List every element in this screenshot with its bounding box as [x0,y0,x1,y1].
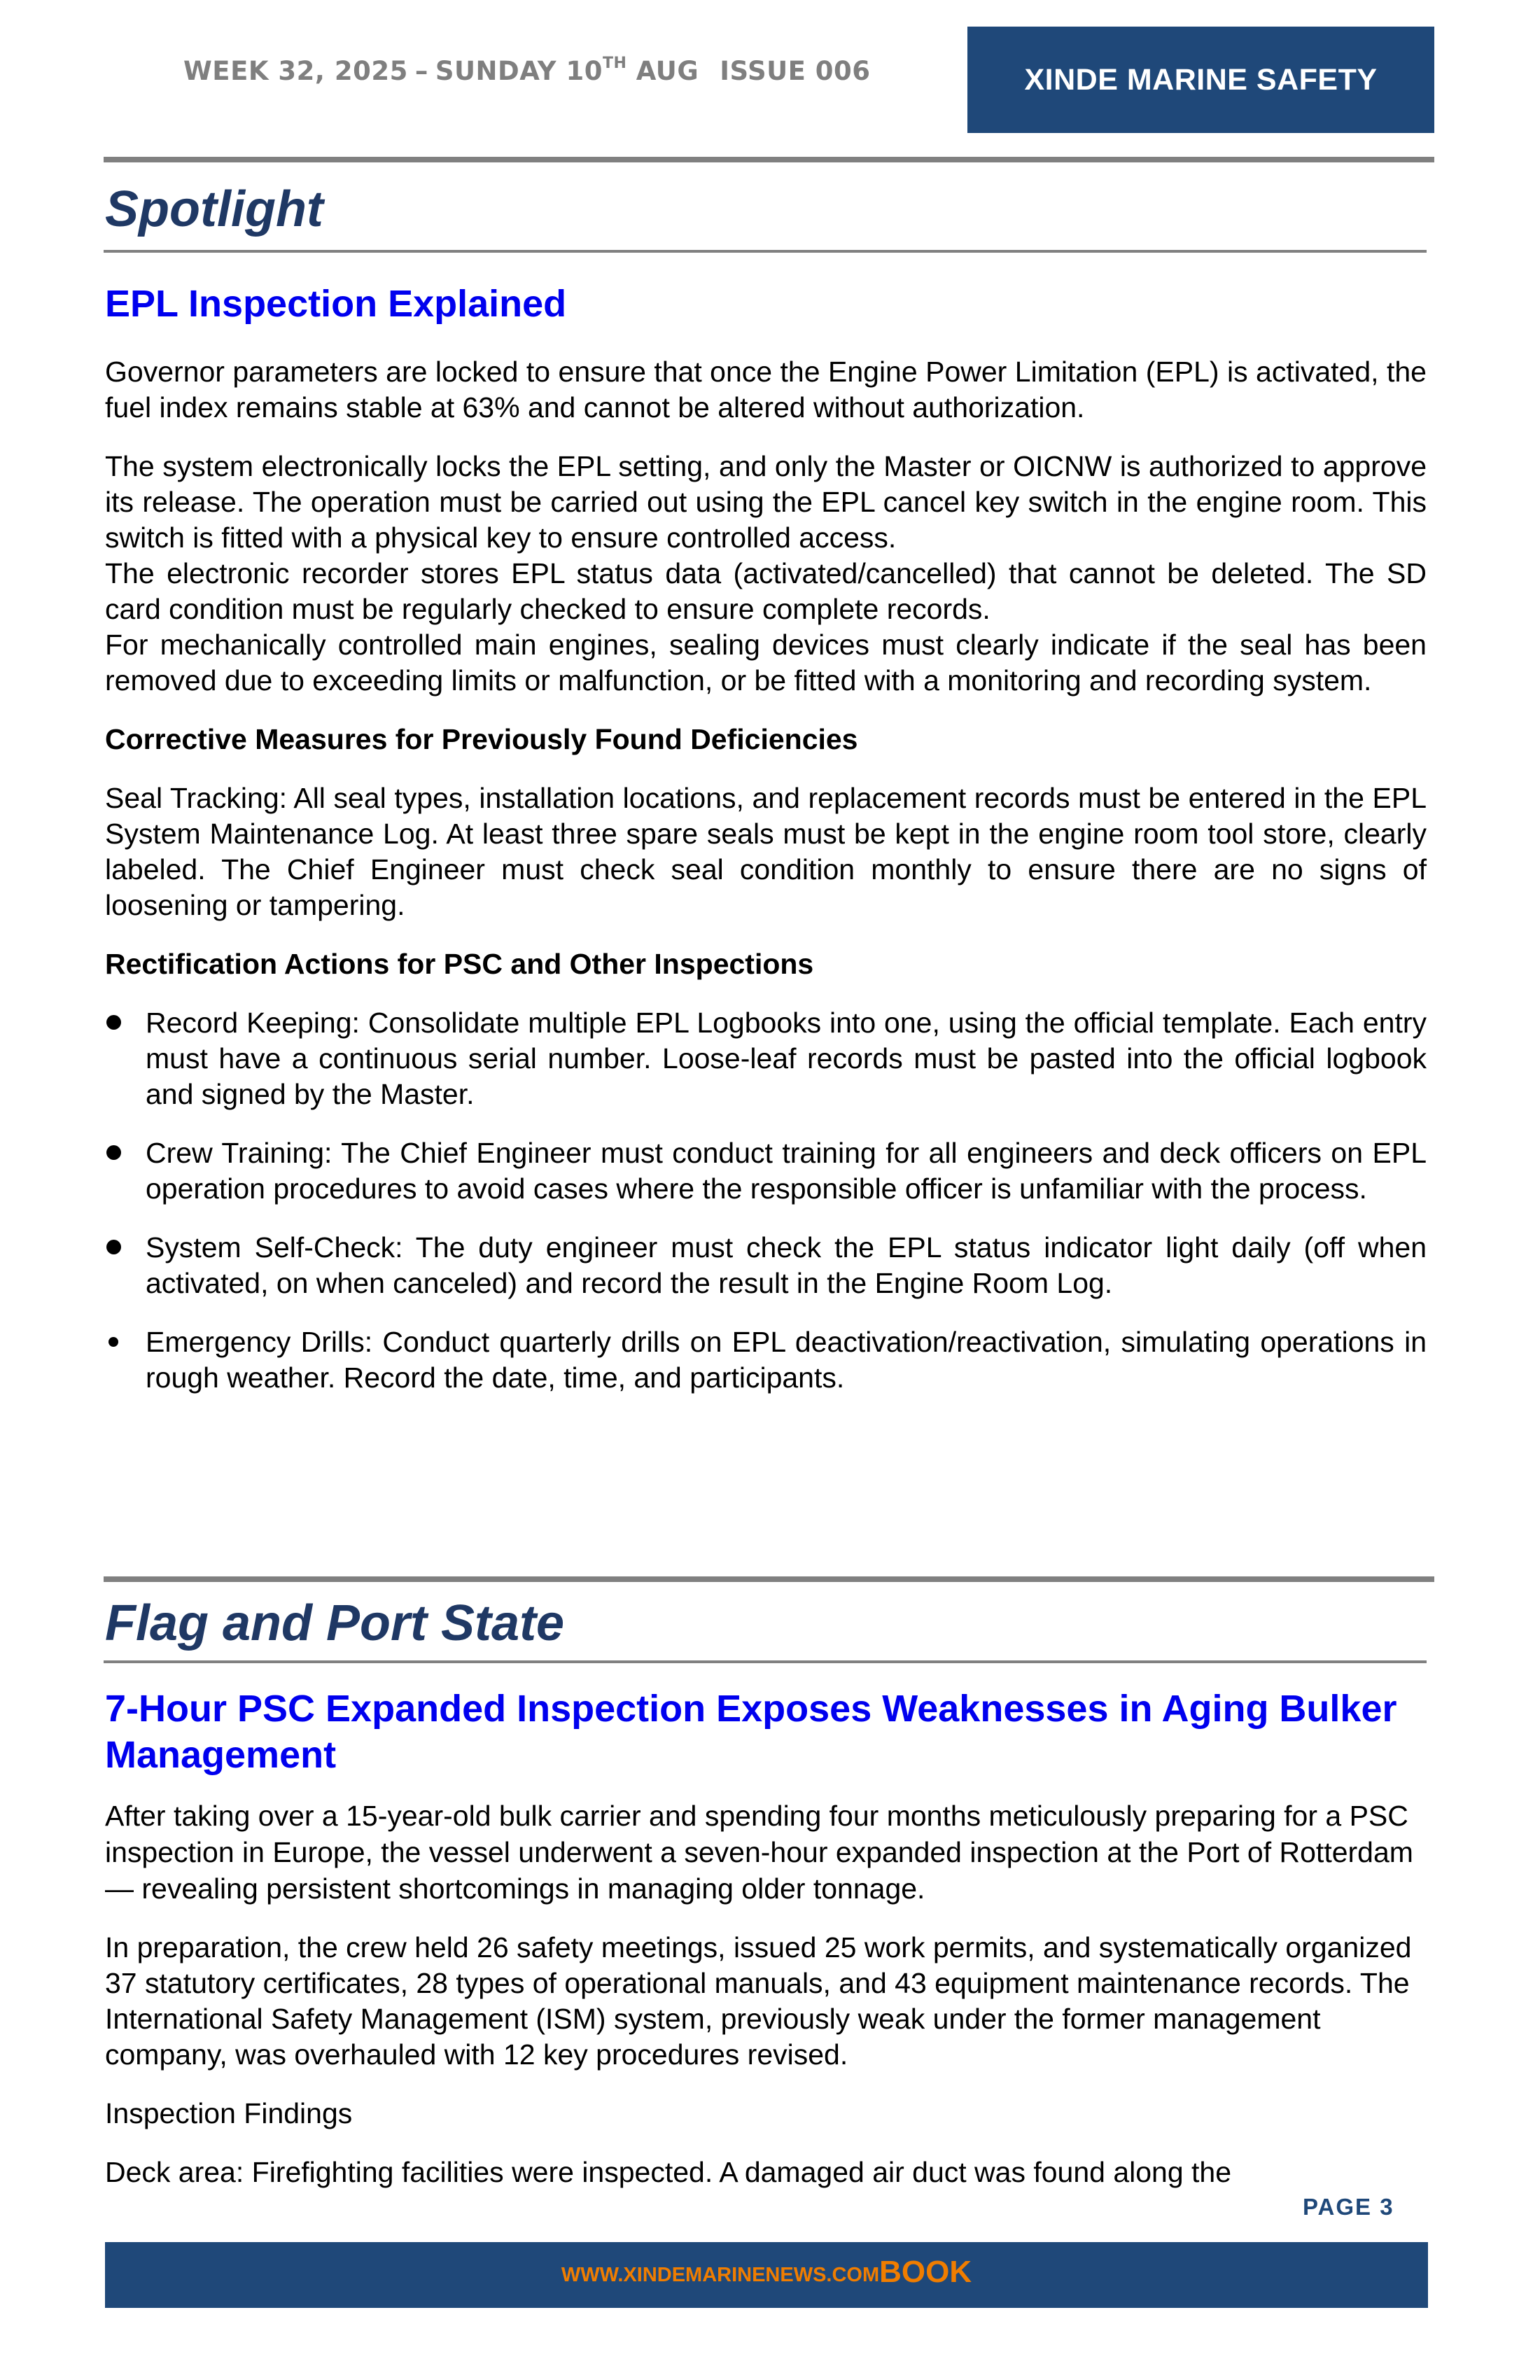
issue-label: ISSUE 006 [720,56,871,86]
subheading-corrective-measures: Corrective Measures for Previously Found Deficiencies [105,723,858,755]
day-label: SUNDAY 10 [435,56,603,86]
subheading-inspection-findings: Inspection Findings [105,2097,353,2129]
page-number: PAGE 3 [1303,2194,1394,2220]
section-title-spotlight: Spotlight [105,181,323,237]
week-label: WEEK 32, 2025 [183,56,408,86]
issue-info [183,56,871,86]
paragraph-seal-tracking: Seal Tracking: All seal types, installation locations, and replacement records must be entered in the EPL System Maintenance Log. At least three spare seals must be kept in the engine room tool store, clearly labeled. The Chief Engineer must check seal condition monthly to ensure there are no signs of loosening or tampering. [105,782,1427,921]
paragraph: After taking over a 15-year-old bulk carrier and spending four months meticulously preparing for a PSC inspection in Europe, the vessel underwent a seven-hour expanded inspection at the Port of Rotterdam — revealing persistent shortcomings in managing older tonnage. [105,1800,1413,1905]
header-divider [104,157,1434,162]
bullet-icon [106,1240,121,1254]
article-title-epl: EPL Inspection Explained [105,283,567,325]
bullet-icon [106,1015,121,1030]
article-body-psc [105,1798,1427,2190]
section-title-flag-port-state: Flag and Port State [105,1595,565,1651]
day-suffix: TH [602,54,627,72]
list-item-text: Record Keeping: Consolidate multiple EPL Logbooks into one, using the official template. Each entry must have a continuous serial number. Loose-leaf records must be pasted into the official logbook and signed by the Master. [146,1007,1427,1110]
paragraph: Deck area: Firefighting facilities were inspected. A damaged air duct was found along the [105,2156,1232,2188]
month-label: AUG [636,56,699,86]
paragraph: For mechanically controlled main engines, sealing devices must clearly indicate if the seal has been removed due to exceeding limits or malfunction, or be fitted with a monitoring and recording system. [105,629,1427,696]
brand-name: XINDE MARINE SAFETY [1024,62,1378,97]
rectification-list [105,1005,1427,1396]
paragraph: The electronic recorder stores EPL status data (activated/cancelled) that cannot be deleted. The SD card condition must be regularly checked to ensure complete records. [105,557,1427,625]
brand-banner [967,27,1434,133]
footer-website-link[interactable]: WWW.XINDEMARINENEWS.COM [561,2263,880,2286]
article-body-epl [105,354,1427,1396]
subheading-rectification-actions: Rectification Actions for PSC and Other Inspections [105,948,814,980]
list-item-text: System Self-Check: The duty engineer must check the EPL status indicator light daily (off when activated, on when canceled) and record the result in the Engine Room Log. [146,1231,1427,1299]
paragraph: In preparation, the crew held 26 safety meetings, issued 25 work permits, and systematically organized 37 statutory certificates, 28 types of operational manuals, and 43 equipment maintenance records. The International Safety Management (ISM) system, previously weak under the former management company, was overhauled with 12 key procedures revised. [105,1931,1412,2071]
paragraph: Governor parameters are locked to ensure that once the Engine Power Limitation (EPL) is activated, the fuel index remains stable at 63% and cannot be altered without authorization. [105,356,1427,424]
list-item [105,1005,1427,1112]
section-divider [104,1660,1427,1663]
footer-book-label: BOOK [879,2255,972,2289]
list-item [105,1230,1427,1301]
list-item-text: Emergency Drills: Conduct quarterly drills on EPL deactivation/reactivation, simulating operations in rough weather. Record the date, time, and participants. [146,1326,1427,1394]
footer-bar [105,2242,1428,2308]
paragraph: The system electronically locks the EPL setting, and only the Master or OICNW is authorized to approve its release. The operation must be carried out using the EPL cancel key switch in the engine room. This switch is fitted with a physical key to ensure controlled access. [105,450,1427,554]
section-divider [104,1576,1434,1582]
bullet-icon [108,1337,118,1347]
list-item-text: Crew Training: The Chief Engineer must conduct training for all engineers and deck officers on EPL operation procedures to avoid cases where the responsible officer is unfamiliar with the process. [146,1137,1427,1205]
list-item [105,1324,1427,1396]
date-separator: – [414,56,428,86]
bullet-icon [106,1145,121,1160]
section-divider [104,250,1427,253]
list-item [105,1135,1427,1207]
article-title-psc: 7-Hour PSC Expanded Inspection Exposes Weaknesses in Aging Bulker Management [105,1688,1397,1776]
